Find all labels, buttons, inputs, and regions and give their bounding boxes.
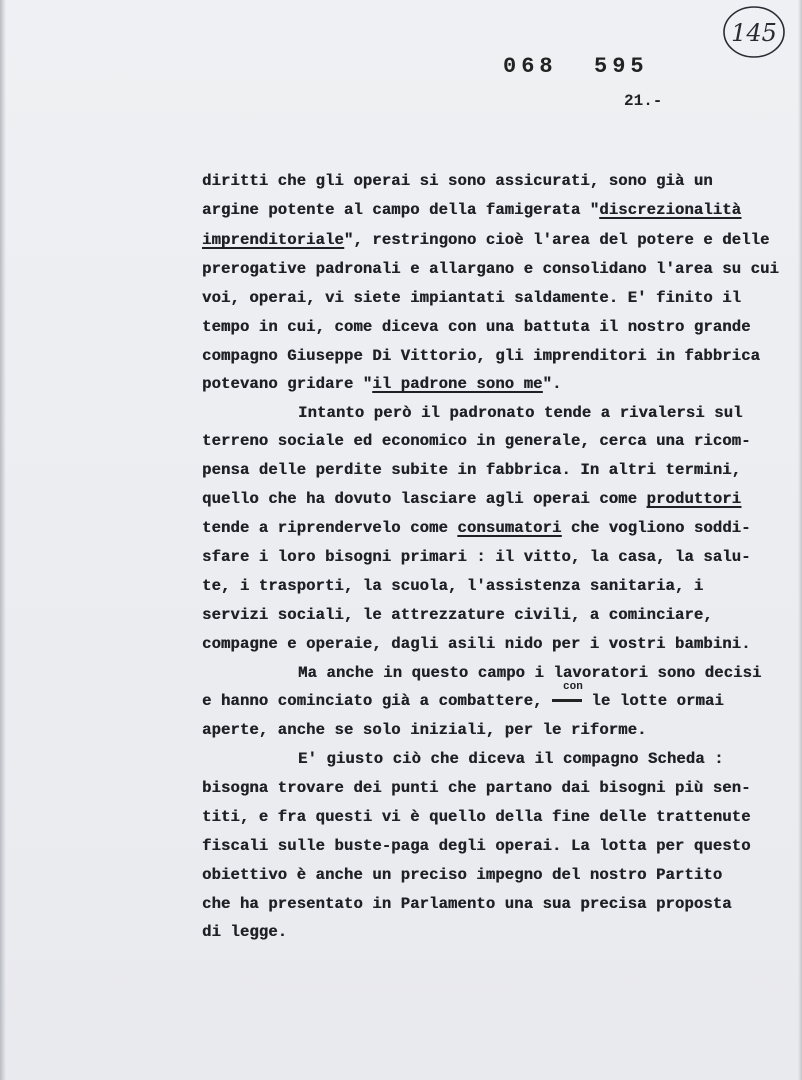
underlined-term: discrezionalità [599,201,742,219]
text-line: di legge. [202,923,288,941]
strikeout-mark [552,699,582,702]
text-line-indented: Ma anche in questo campo i lavoratori sono decisi [298,664,762,682]
text-line: e hanno cominciato già a combattere, le lotte ormai [202,692,724,710]
text-line: compagno Giuseppe Di Vittorio, gli imprenditori in fabbrica [202,347,761,365]
text-line: argine potente al campo della famigerata "discrezionalità [202,201,742,219]
underlined-term: produttori [646,490,742,508]
text-line: compagne e operaie, dagli asili nido per i vostri bambini. [202,635,751,653]
text-line: potevano gridare "il padrone sono me". [202,375,562,393]
text-line: bisogna trovare dei punti che partano dai bisogni più sen- [202,779,751,797]
text-line-indented: Intanto però il padronato tende a rivalersi sul [298,404,743,422]
underlined-term: imprenditoriale [202,231,344,249]
text-line: quello che ha dovuto lasciare agli operai come produttori [202,490,742,508]
page-number: 21.- [624,92,663,110]
text-line: fiscali sulle buste-paga degli operai. La lotta per questo [202,837,751,855]
text-line: pensa delle perdite subite in fabbrica. In altri termini, [202,461,742,479]
text-line: imprenditoriale", restringono cioè l'area del potere e delle [202,231,770,249]
text-line-indented: E' giusto ciò che diceva il compagno Scheda : [298,750,724,768]
text-line: tempo in cui, come diceva con una battuta il nostro grande [202,318,751,336]
text-line: tende a riprendervelo come consumatori che vogliono soddi- [202,519,751,537]
text-line: titi, e fra questi vi è quello della fine delle trattenute [202,808,751,826]
document-number: 068 595 [503,54,649,79]
underlined-term: il padrone sono me [372,375,543,393]
text-line: te, i trasporti, la scuola, l'assistenza sanitaria, i [202,577,704,595]
text-line: sfare i loro bisogni primari : il vitto, la casa, la salu- [202,548,751,566]
text-line: aperte, anche se solo iniziali, per le riforme. [202,721,647,739]
text-line: voi, operai, vi siete impiantati saldamente. E' finito il [202,289,742,307]
text-line: servizi sociali, le attrezzature civili, a cominciare, [202,606,713,624]
text-line: obiettivo è anche un preciso impegno del nostro Partito [202,866,723,884]
text-line: diritti che gli operai si sono assicurati, sono già un [202,172,713,190]
text-line: terreno sociale ed economico in generale, cerca una ricom- [202,432,751,450]
underlined-term: consumatori [457,519,562,537]
text-line: prerogative padronali e allargano e consolidano l'area su cui [202,260,779,278]
text-line: che ha presentato in Parlamento una sua precisa proposta [202,895,732,913]
handwritten-correction: con [563,681,583,693]
stamp-number: 145 [731,19,777,47]
